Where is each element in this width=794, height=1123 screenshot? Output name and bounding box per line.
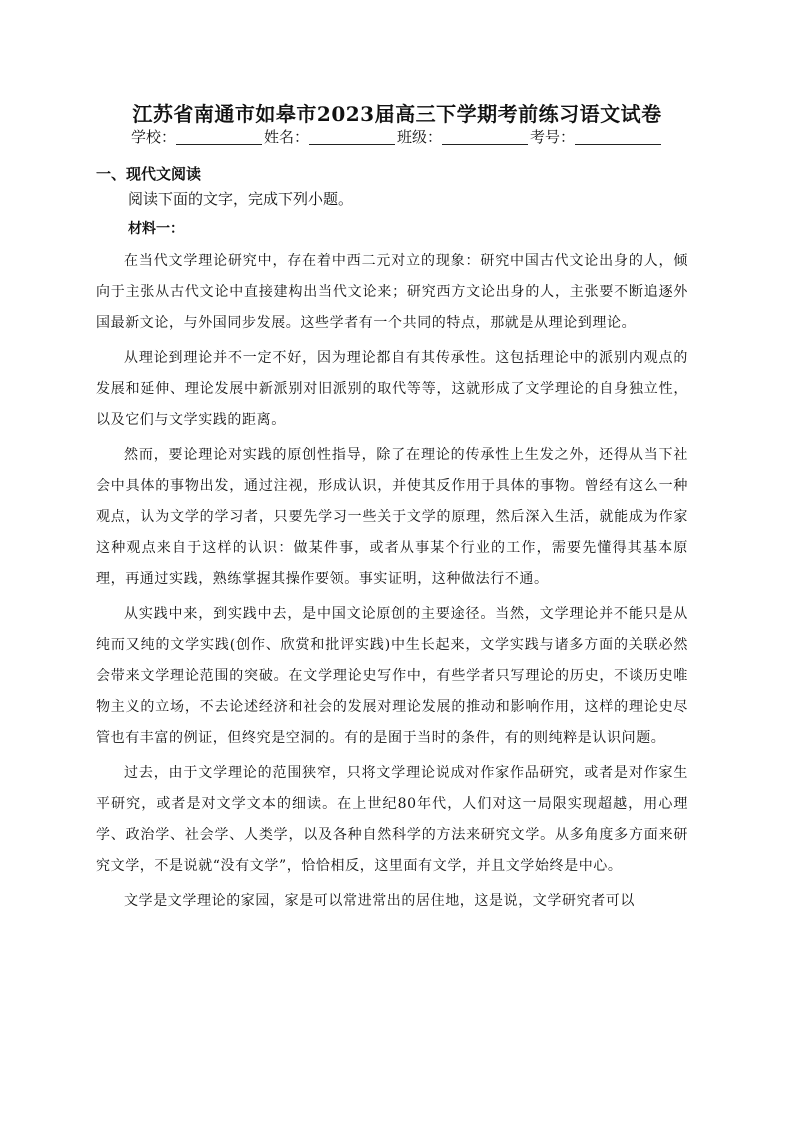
school-label: 学校： (130, 128, 176, 146)
paragraph: 然而，要论理论对实践的原创性指导，除了在理论的传承性上生发之外，还得从当下社会中具体的事物出发，通过注视，形成认识，并使其反作用于具体的事物。曾经有这么一种观点，认为文学的学习者，只要先学习一些关于文学的原理，然后深入生活，就能成为作家这种观点来自于这样的认识：做某件事，或者从事某个行业的工作，需要先懂得其基本原理，再通过实践，熟练掌握其操作要领。事实证明，这种做法行不通。 (96, 447, 688, 587)
material-label: 材料一： (128, 221, 184, 237)
instruction-text: 阅读下面的文字，完成下列小题。 (128, 190, 354, 208)
name-label: 姓名： (263, 128, 309, 146)
class-label: 班级： (397, 128, 443, 146)
number-blank[interactable] (575, 129, 661, 145)
paragraph: 过去，由于文学理论的范围狭窄，只将文学理论说成对作家作品研究，或者是对作家生平研究，或者是对文学文本的细读。在上世纪80年代，人们对这一局限实现超越，用心理学、政治学、社会学、人类学，以及各种自然科学的方法来研究文学。从多角度多方面来研究文学，不是说就“没有文学”，恰恰相反，这里面有文学，并且文学始终是中心。 (96, 765, 688, 874)
exam-title: 江苏省南通市如皋市2023届高三下学期考前练习语文试卷 (132, 102, 662, 126)
name-blank[interactable] (309, 129, 395, 145)
name-field (264, 126, 397, 147)
school-field (131, 126, 264, 147)
school-blank[interactable] (176, 129, 262, 145)
number-field (530, 126, 663, 147)
paragraph: 从理论到理论并不一定不好，因为理论都自有其传承性。这包括理论中的派别内观点的发展和延伸、理论发展中新派别对旧派别的取代等等，这就形成了文学理论的自身独立性，以及它们与文学实践的距离。 (96, 350, 688, 428)
student-info-row (0, 126, 794, 147)
paragraph: 从实践中来，到实践中去，是中国文论原创的主要途径。当然，文学理论并不能只是从纯而又纯的文学实践(创作、欣赏和批评实践)中生长起来，文学实践与诸多方面的关联必然会带来文学理论范围的突破。在文学理论史写作中，有些学者只写理论的历史，不谈历史唯物主义的立场，不去论述经济和社会的发展对理论发展的推动和影响作用，这样的理论史尽管也有丰富的例证，但终究是空洞的。有的是囿于当时的条件，有的则纯粹是认识问题。 (96, 606, 688, 746)
paragraph: 在当代文学理论研究中，存在着中西二元对立的现象：研究中国古代文论出身的人，倾向于主张从古代文论中直接建构出当代文论来；研究西方文论出身的人，主张要不断追逐外国最新文论，与外国同步发展。这些学者有一个共同的特点，那就是从理论到理论。 (96, 253, 688, 331)
paragraph: 文学是文学理论的家园，家是可以常进常出的居住地，这是说，文学研究者可以 (124, 893, 635, 909)
passage-body (96, 246, 688, 921)
class-blank[interactable] (442, 129, 528, 145)
number-label: 考号： (530, 128, 576, 146)
section-title: 一、现代文阅读 (96, 165, 202, 183)
class-field (397, 126, 530, 147)
